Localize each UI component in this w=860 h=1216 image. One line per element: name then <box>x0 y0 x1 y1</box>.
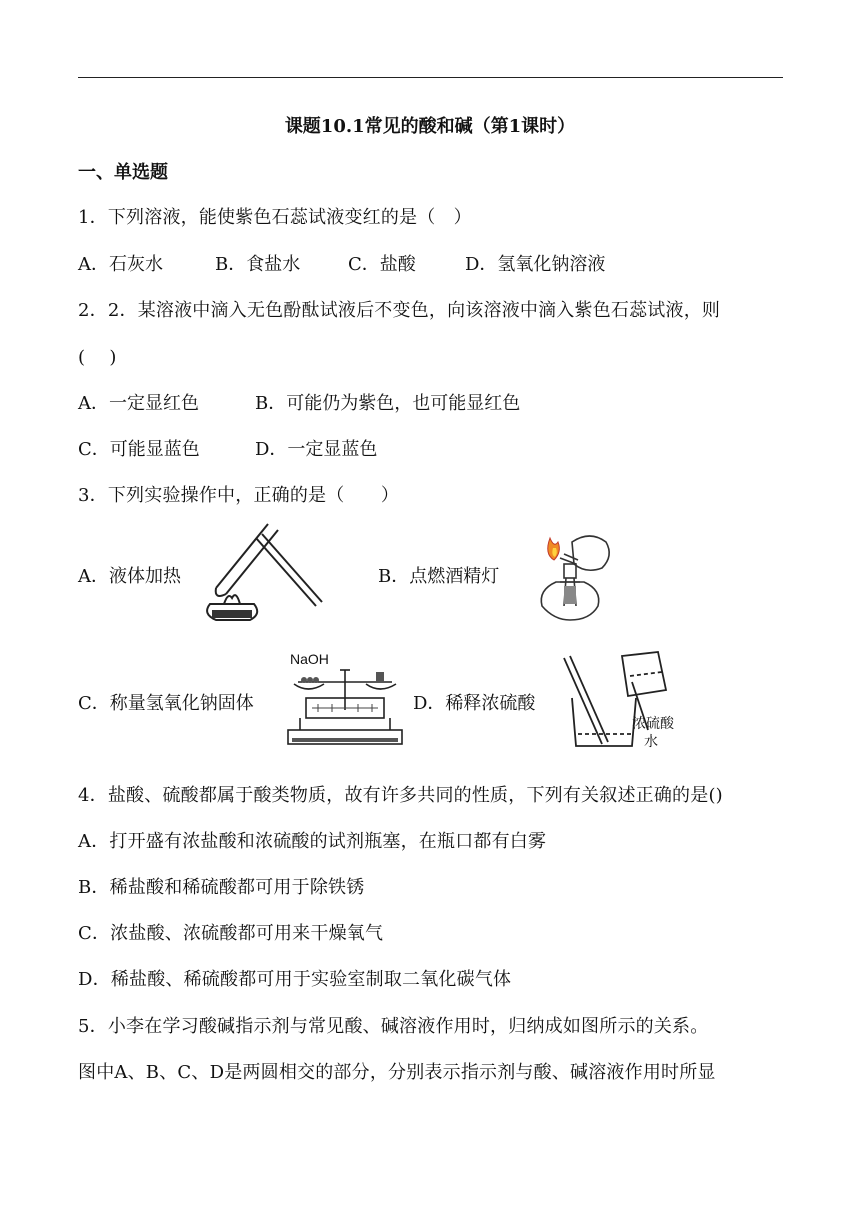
q4-option-a: A．打开盛有浓盐酸和浓硫酸的试剂瓶塞，在瓶口都有白雾 <box>78 831 547 852</box>
q5-line2: 图中A、B、C、D是两圆相交的部分，分别表示指示剂与酸、碱溶液作用时所显 <box>78 1062 716 1083</box>
q2-option-a: A．一定显红色 <box>78 393 199 414</box>
q3-option-b: B．点燃酒精灯 <box>378 566 500 587</box>
q2-option-c: C．可能显蓝色 <box>78 439 200 460</box>
q1-option-a: A．石灰水 <box>78 254 163 275</box>
q4-option-c: C．浓盐酸、浓硫酸都可用来干燥氧气 <box>78 923 384 944</box>
q1-stem: 1．下列溶液，能使紫色石蕊试液变红的是（ ） <box>78 207 472 228</box>
q2-stem-line1: 2．2．某溶液中滴入无色酚酞试液后不变色，向该溶液中滴入紫色石蕊试液，则 <box>78 300 721 321</box>
q4-stem: 4．盐酸、硫酸都属于酸类物质，故有许多共同的性质，下列有关叙述正确的是() <box>78 785 723 806</box>
q2-option-b: B．可能仍为紫色，也可能显红色 <box>255 393 521 414</box>
figure-diluting-sulfuric-acid <box>562 650 722 754</box>
q3-stem: 3．下列实验操作中，正确的是（ ） <box>78 485 400 506</box>
q3-option-a: A．液体加热 <box>78 566 181 587</box>
figure-lighting-alcohol-lamp <box>520 524 620 628</box>
q3-option-d: D．稀释浓硫酸 <box>413 693 536 714</box>
q2-option-d: D．一定显蓝色 <box>255 439 378 460</box>
naoh-label: NaOH <box>290 651 329 667</box>
water-label: 水 <box>644 733 658 749</box>
q4-option-b: B．稀盐酸和稀硫酸都可用于除铁锈 <box>78 877 365 898</box>
q1-option-b: B．食盐水 <box>215 254 301 275</box>
header-rule <box>78 77 783 78</box>
q3-option-c: C．称量氢氧化钠固体 <box>78 693 254 714</box>
q2-stem-line2: ( ) <box>78 347 117 368</box>
q1-option-d: D．氢氧化钠溶液 <box>465 254 606 275</box>
q1-option-c: C．盐酸 <box>348 254 416 275</box>
q4-option-d: D．稀盐酸、稀硫酸都可用于实验室制取二氧化碳气体 <box>78 969 512 990</box>
q5-line1: 5．小李在学习酸碱指示剂与常见酸、碱溶液作用时，归纳成如图所示的关系。 <box>78 1016 709 1037</box>
figure-liquid-heating <box>198 518 328 626</box>
section-heading: 一、单选题 <box>78 162 168 183</box>
concentrated-acid-label: 浓硫酸 <box>632 715 674 731</box>
figure-balance-naoh <box>284 650 406 748</box>
page-title: 课题10.1常见的酸和碱（第1课时） <box>284 116 576 137</box>
